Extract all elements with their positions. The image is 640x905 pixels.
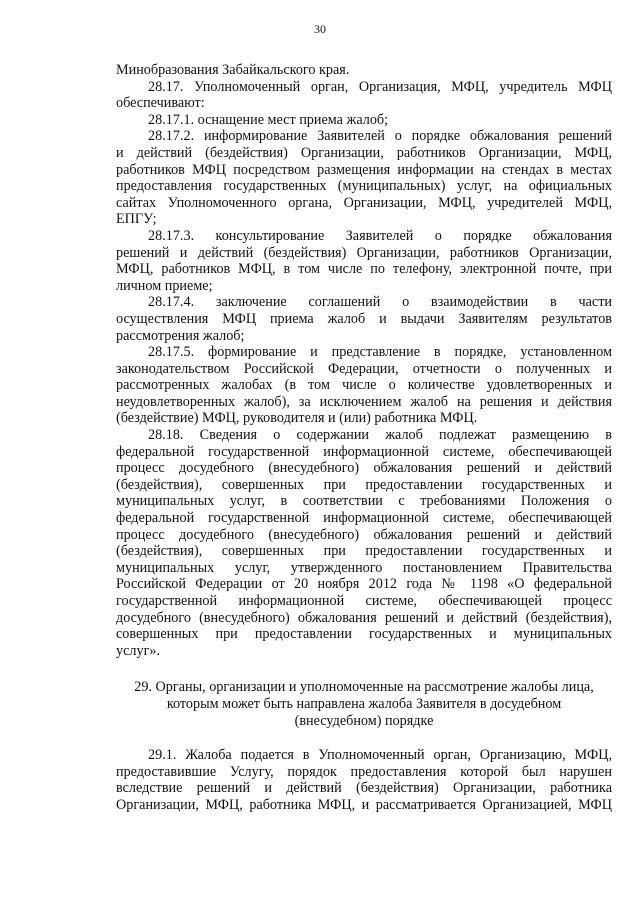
text-line: решений и действий (бездействия) Организации, работников Организации, [116,244,612,261]
section-heading [116,679,612,729]
text-line: (бездействия), совершенных при предоставлении государственных и [116,476,612,493]
text-line: услуг». [116,642,161,659]
text-line: муниципальных услуг, утвержденного постановлением Правительства [116,559,612,576]
text-line: процесс досудебного (внесудебного) обжалования решений и действий [116,526,612,543]
text-line: федеральной государственной информационной системе, обеспечивающей [116,510,612,527]
text-line: вследствие решений и действий (бездействия) Организации, работника [116,780,612,797]
text-line: 29.1. Жалоба подается в Уполномоченный орган, Организацию, МФЦ, [148,747,612,764]
text-line: 28.17.5. формирование и представление в порядке, установленном [148,344,612,361]
text-line: 28.18. Сведения о содержании жалоб подлежат размещению в [148,427,612,444]
text-line: предоставления государственных (муниципальных) услуг, на официальных [116,178,612,195]
text-line: работников МФЦ посредством размещения информации на стендах в местах [116,161,612,178]
text-line: (бездействия), совершенных при предоставлении государственных и [116,543,612,560]
text-line: досудебного (внесудебного) обжалования решений и действий (бездействия), [116,609,612,626]
text-line: совершенных при предоставлении государственных и муниципальных [116,626,612,643]
text-line: 28.17.3. консультирование Заявителей о порядке обжалования [148,227,612,244]
text-line: Организации, МФЦ, работника МФЦ, и рассматривается Организацией, МФЦ [116,796,612,813]
text-line: рассмотрения жалоб; [116,327,245,344]
text-line: и действий (бездействия) Организации, работников Организации, МФЦ, [116,144,612,161]
text-line: (бездействие) МФЦ, руководителя и (или) работника МФЦ. [116,410,478,427]
heading-line: 29. Органы, организации и уполномоченные на рассмотрение жалобы лица, [134,679,594,696]
text-line: федеральной государственной информационной системе, обеспечивающей [116,443,612,460]
heading-line: (внесудебном) порядке [294,712,434,729]
text-line: Российской Федерации от 20 ноября 2012 года № 1198 «О федеральной [116,576,612,593]
page-number: 30 [314,22,326,36]
text-line: МФЦ, работников МФЦ, в том числе по телефону, электронной почте, при [116,261,612,278]
text-line: неудовлетворенных жалоб), за исключением жалоб на решения и действия [116,393,612,410]
text-line: ЕПГУ; [116,211,157,228]
heading-line: которым может быть направлена жалоба Заявителя в досудебном [166,695,562,712]
text-line: предоставившие Услугу, порядок предоставления которой был нарушен [116,763,612,780]
text-line: сайтах Уполномоченного органа, Организации, МФЦ, учредителей МФЦ, [116,194,612,211]
text-line: 28.17.2. информирование Заявителей о порядке обжалования решений [148,128,612,145]
text-line: рассмотренных жалобах (в том числе о количестве удовлетворенных и [116,377,612,394]
text-line: 28.17. Уполномоченный орган, Организация, МФЦ, учредитель МФЦ [148,78,612,95]
document-body [116,62,612,814]
text-line: 28.17.1. оснащение мест приема жалоб; [148,111,389,128]
text-line: муниципальных услуг, в соответствии с требованиями Положения о [116,493,612,510]
text-line: процесс досудебного (внесудебного) обжалования решений и действий [116,460,612,477]
text-line: законодательством Российской Федерации, отчетности о полученных и [116,360,612,377]
text-line: Минобразования Забайкальского края. [116,62,350,78]
text-line: личном приеме; [116,277,213,294]
text-line: осуществления МФЦ приема жалоб и выдачи Заявителям результатов [116,310,612,327]
text-line: 28.17.4. заключение соглашений о взаимодействии в части [148,294,612,311]
text-line: обеспечивают: [116,95,205,112]
text-line: государственной информационной системе, обеспечивающей процесс [116,593,612,609]
